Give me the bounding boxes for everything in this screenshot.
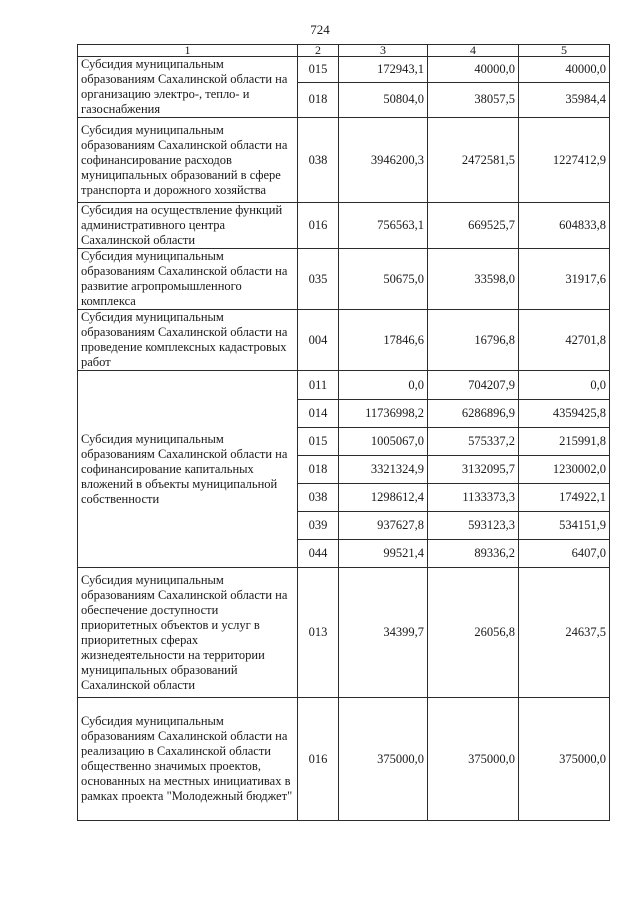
budget-code: 004: [298, 310, 339, 371]
table-body: [78, 57, 610, 821]
amount-col5: 375000,0: [519, 698, 610, 821]
amount-col3: 3321324,9: [339, 456, 428, 484]
amount-col3: 375000,0: [339, 698, 428, 821]
budget-code: 035: [298, 249, 339, 310]
header-row: [78, 45, 610, 57]
table-row: [78, 568, 610, 698]
amount-col3: 1298612,4: [339, 484, 428, 512]
amount-col3: 99521,4: [339, 540, 428, 568]
subsidy-name: Субсидия муниципальным образованиям Сахалинской области на проведение комплексных кадастровых работ: [78, 310, 298, 371]
amount-col3: 0,0: [339, 371, 428, 400]
subsidy-name: Субсидия муниципальным образованиям Сахалинской области на обеспечение доступности приоритетных объектов и услуг в приоритетных сферах жизнедеятельности на территории муниципальных образований Сахалинской области: [78, 568, 298, 698]
table-row: [78, 203, 610, 249]
subsidy-name: Субсидия муниципальным образованиям Сахалинской области на организацию электро-, тепло- и газоснабжения: [78, 57, 298, 118]
budget-code: 011: [298, 371, 339, 400]
budget-code: 044: [298, 540, 339, 568]
amount-col4: 16796,8: [428, 310, 519, 371]
budget-code: 013: [298, 568, 339, 698]
amount-col3: 17846,6: [339, 310, 428, 371]
amount-col5: 40000,0: [519, 57, 610, 83]
budget-code: 015: [298, 57, 339, 83]
amount-col5: 31917,6: [519, 249, 610, 310]
column-header-2: 2: [298, 45, 339, 57]
amount-col3: 11736998,2: [339, 400, 428, 428]
amount-col5: 174922,1: [519, 484, 610, 512]
amount-col5: 0,0: [519, 371, 610, 400]
subsidy-name: Субсидия муниципальным образованиям Сахалинской области на софинансирование капитальных вложений в объекты муниципальной собственности: [78, 371, 298, 568]
amount-col3: 34399,7: [339, 568, 428, 698]
amount-col4: 89336,2: [428, 540, 519, 568]
budget-code: 016: [298, 203, 339, 249]
amount-col5: 1230002,0: [519, 456, 610, 484]
amount-col3: 3946200,3: [339, 118, 428, 203]
amount-col4: 375000,0: [428, 698, 519, 821]
amount-col5: 4359425,8: [519, 400, 610, 428]
amount-col3: 172943,1: [339, 57, 428, 83]
column-header-1: 1: [78, 45, 298, 57]
amount-col4: 593123,3: [428, 512, 519, 540]
amount-col5: 215991,8: [519, 428, 610, 456]
amount-col3: 1005067,0: [339, 428, 428, 456]
table-row: [78, 118, 610, 203]
table-row: [78, 310, 610, 371]
column-header-5: 5: [519, 45, 610, 57]
column-header-3: 3: [339, 45, 428, 57]
page-number: 724: [310, 22, 330, 37]
budget-code: 016: [298, 698, 339, 821]
budget-code: 038: [298, 484, 339, 512]
amount-col3: 756563,1: [339, 203, 428, 249]
amount-col4: 26056,8: [428, 568, 519, 698]
amount-col4: 575337,2: [428, 428, 519, 456]
amount-col3: 937627,8: [339, 512, 428, 540]
amount-col4: 1133373,3: [428, 484, 519, 512]
amount-col5: 1227412,9: [519, 118, 610, 203]
subsidy-name: Субсидия муниципальным образованиям Сахалинской области на софинансирование расходов муниципальных образований в сфере транспорта и дорожного хозяйства: [78, 118, 298, 203]
subsidy-name: Субсидия муниципальным образованиям Сахалинской области на реализацию в Сахалинской области общественно значимых проектов, основанных на местных инициативах в рамках проекта "Молодежный бюджет": [78, 698, 298, 821]
amount-col4: 2472581,5: [428, 118, 519, 203]
amount-col4: 6286896,9: [428, 400, 519, 428]
table-row: [78, 371, 610, 400]
amount-col5: 604833,8: [519, 203, 610, 249]
amount-col4: 40000,0: [428, 57, 519, 83]
budget-code: 015: [298, 428, 339, 456]
table-row: [78, 249, 610, 310]
amount-col4: 3132095,7: [428, 456, 519, 484]
table-row: [78, 698, 610, 821]
column-header-4: 4: [428, 45, 519, 57]
subsidy-name: Субсидия муниципальным образованиям Сахалинской области на развитие агропромышленного комплекса: [78, 249, 298, 310]
amount-col3: 50804,0: [339, 82, 428, 117]
amount-col5: 6407,0: [519, 540, 610, 568]
subsidy-name: Субсидия на осуществление функций административного центра Сахалинской области: [78, 203, 298, 249]
budget-code: 039: [298, 512, 339, 540]
amount-col4: 38057,5: [428, 82, 519, 117]
budget-code: 038: [298, 118, 339, 203]
amount-col5: 42701,8: [519, 310, 610, 371]
amount-col5: 24637,5: [519, 568, 610, 698]
budget-code: 018: [298, 456, 339, 484]
budget-code: 014: [298, 400, 339, 428]
amount-col5: 35984,4: [519, 82, 610, 117]
budget-table: [77, 44, 610, 821]
amount-col4: 33598,0: [428, 249, 519, 310]
amount-col5: 534151,9: [519, 512, 610, 540]
amount-col3: 50675,0: [339, 249, 428, 310]
budget-code: 018: [298, 82, 339, 117]
amount-col4: 669525,7: [428, 203, 519, 249]
amount-col4: 704207,9: [428, 371, 519, 400]
table-row: [78, 57, 610, 83]
